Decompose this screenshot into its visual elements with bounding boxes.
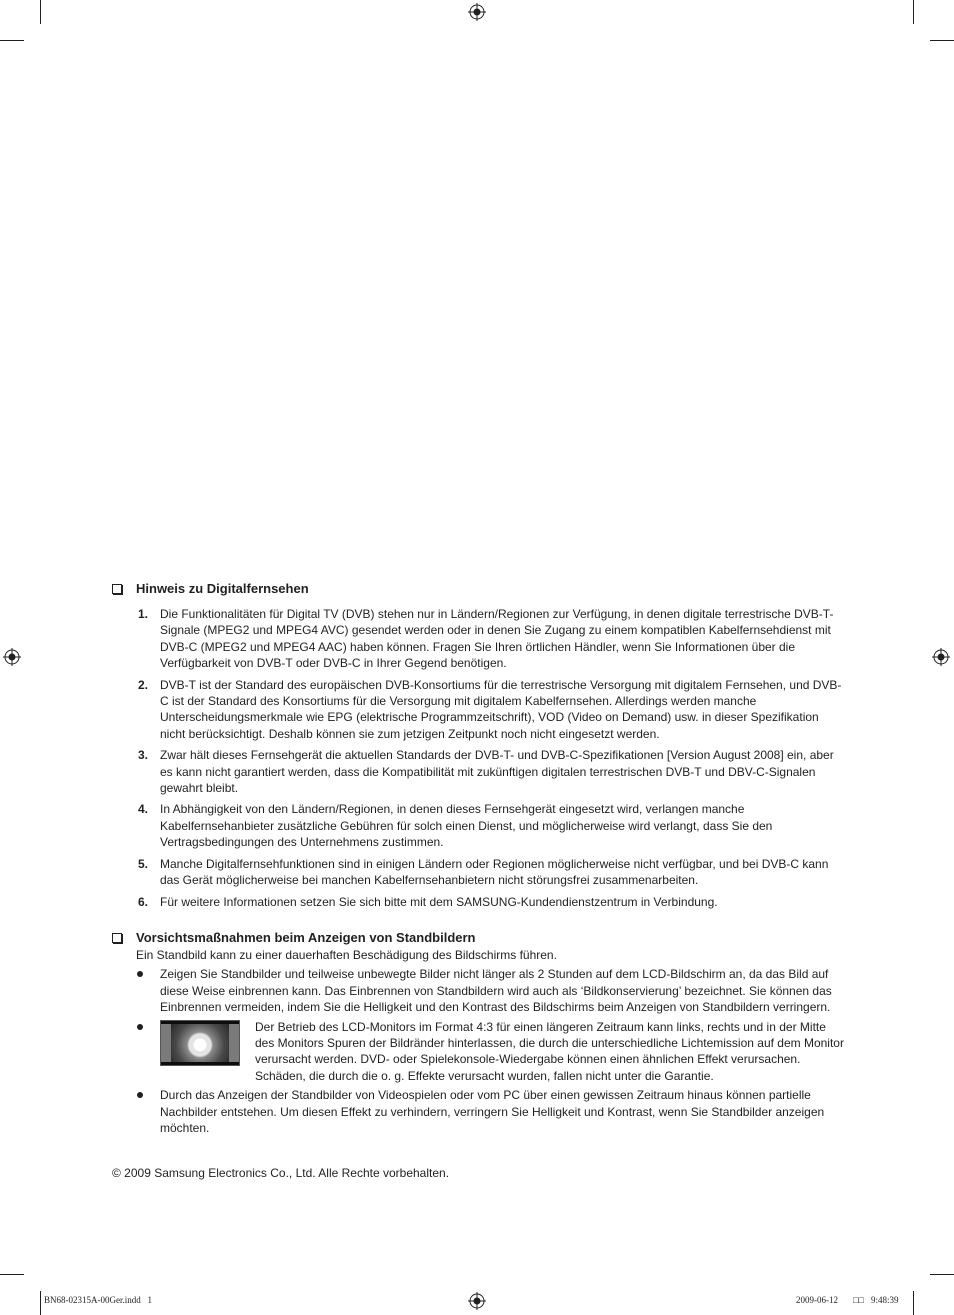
item-text: Manche Digitalfernsehfunktionen sind in einigen Ländern oder Regionen möglicherweise nicht verfügbar, und bei DVB-C kann das Gerät möglicherweise bei manchen Kabelfernsehanbietern nicht störungsfrei zusammenarbeiten.	[160, 856, 829, 888]
crop-mark	[913, 1291, 914, 1315]
numbered-list	[112, 606, 844, 910]
list-item	[112, 966, 844, 1015]
crop-mark	[0, 1274, 24, 1275]
checkbox-square-icon	[112, 933, 122, 943]
item-number: 2.	[138, 677, 149, 692]
crop-mark	[40, 1291, 41, 1315]
item-text: Zeigen Sie Standbilder und teilweise unbewegte Bilder nicht länger als 2 Stunden auf dem LCD-Bildschirm an, da das Bild auf diese Weise einbrennen kann. Das Einbrennen von Standbildern wird auch als ‘Bildkonservierung’ bezeichnet. Sie können das Einbrennen vermeiden, indem Sie die Helligkeit und den Kontrast des Bildschirms beim Anzeigen von Standbildern verringern.	[160, 967, 832, 1015]
crop-mark	[0, 40, 24, 41]
bullet-icon	[137, 971, 143, 977]
item-text: Durch das Anzeigen der Standbilder von Videospielen oder vom PC über einen gewissen Zeitraum hinaus können partielle Nachbilder entstehen. Um diesen Effekt zu verhindern, verringern Sie Helligkeit und Kontrast, wenn Sie Standbilder anzeigen möchten.	[160, 1088, 825, 1135]
list-item	[112, 894, 844, 910]
registration-mark-icon	[932, 648, 950, 666]
checkbox-square-icon	[112, 584, 122, 594]
bullet-icon	[137, 1024, 143, 1030]
tv-screen-image	[160, 1020, 240, 1066]
footer-time: 9:48:39	[871, 1295, 899, 1305]
main-content	[112, 580, 844, 1139]
item-text: Die Funktionalitäten für Digital TV (DVB) stehen nur in Ländern/Regionen zur Verfügung, in denen digitale terrestrische DVB-T-Signale (MPEG2 und MPEG4 AVC) gesendet werden oder in denen Sie Zugang zu einem kompatiblen Kabelfernsehdienst mit DVB-C (MPEG2 und MPEG4 AAC) haben können. Fragen Sie Ihren örtlichen Händler, wenn Sie Informationen über die Verfügbarkeit von DVB-T oder DVB-C in Ihrer Gegend benötigen.	[160, 607, 834, 671]
registration-mark-icon	[468, 1292, 486, 1310]
section-heading-still-images	[112, 929, 844, 947]
bullet-list	[112, 966, 844, 1136]
item-number: 5.	[138, 856, 149, 871]
item-text: DVB-T ist der Standard des europäischen DVB-Konsortiums für die terrestrische Versorgung mit digitalem Fernsehen, und DVB-C ist der Standard des Konsortiums für die Versorgung mit digitalem Kabelfernsehen. Allerdings werden manche Unterscheidungsmerkmale wie EPG (elektrische Programmzeitschrift), VOD (Video on Demand) usw. in dieser Spezifikation nicht berücksichtigt. Deshalb können sie zum jetzigen Zeitpunkt noch nicht eingesetzt werden.	[160, 677, 842, 741]
item-number: 3.	[138, 748, 149, 763]
section-intro: Ein Standbild kann zu einer dauerhaften Beschädigung des Bildschirms führen.	[136, 947, 557, 962]
registration-mark-icon	[468, 3, 486, 21]
item-text: Der Betrieb des LCD-Monitors im Format 4:3 für einen längeren Zeitraum kann links, rechts und in der Mitte des Monitors Spuren der Bildränder hinterlassen, die durch die unterschiedliche Lichtemission auf dem Monitor verursacht werden. DVD- oder Spielekonsole-Wiedergabe können einen ähnlichen Effekt verursachen. Schäden, die durch die o. g. Effekte verursacht wurden, fallen nicht unter die Garantie.	[255, 1019, 844, 1083]
list-item	[112, 801, 844, 850]
item-text: In Abhängigkeit von den Ländern/Regionen, in denen dieses Fernsehgerät eingesetzt wird, verlangen manche Kabelfernsehanbieter zusätzliche Gebühren für solch einen Dienst, und möglicherweise wird verlangt, dass Sie den Vertragsbedingungen des Unternehmens zustimmen.	[160, 802, 773, 850]
item-number: 6.	[138, 894, 149, 909]
bullet-icon	[137, 1092, 143, 1098]
item-text: Für weitere Informationen setzen Sie sich bitte mit dem SAMSUNG-Kundendienstzentrum in Verbindung.	[160, 894, 718, 909]
copyright-notice: © 2009 Samsung Electronics Co., Ltd. Alle Rechte vorbehalten.	[112, 1166, 450, 1180]
footer-marks: □□	[853, 1295, 864, 1305]
list-item	[112, 1087, 844, 1136]
footer-file-name: BN68-02315A-00Ger.indd 1	[44, 1295, 152, 1305]
item-text: Zwar hält dieses Fernsehgerät die aktuellen Standards der DVB-T- und DVB-C-Spezifikationen [Version August 2008] ein, aber es kann nicht garantiert werden, dass die Kompatibilität mit zukünftigen digitalen terrestrischen DVB-T und DBV-C-Signalen gewahrt bleibt.	[160, 748, 834, 796]
crop-mark	[930, 1274, 954, 1275]
list-item	[112, 856, 844, 889]
item-number: 4.	[138, 802, 149, 817]
list-item	[112, 606, 844, 672]
crop-mark	[40, 0, 41, 24]
list-item	[112, 747, 844, 796]
footer-date: 2009-06-12	[796, 1295, 838, 1305]
item-number: 1.	[138, 607, 149, 621]
crop-mark	[913, 0, 914, 24]
section-heading-digital-tv	[112, 580, 844, 598]
list-item	[112, 1019, 844, 1085]
crop-mark	[930, 40, 954, 41]
section-title: Hinweis zu Digitalfernsehen	[136, 581, 309, 596]
registration-mark-icon	[3, 648, 21, 666]
section-title: Vorsichtsmaßnahmen beim Anzeigen von Standbildern	[136, 929, 476, 945]
list-item	[112, 677, 844, 743]
